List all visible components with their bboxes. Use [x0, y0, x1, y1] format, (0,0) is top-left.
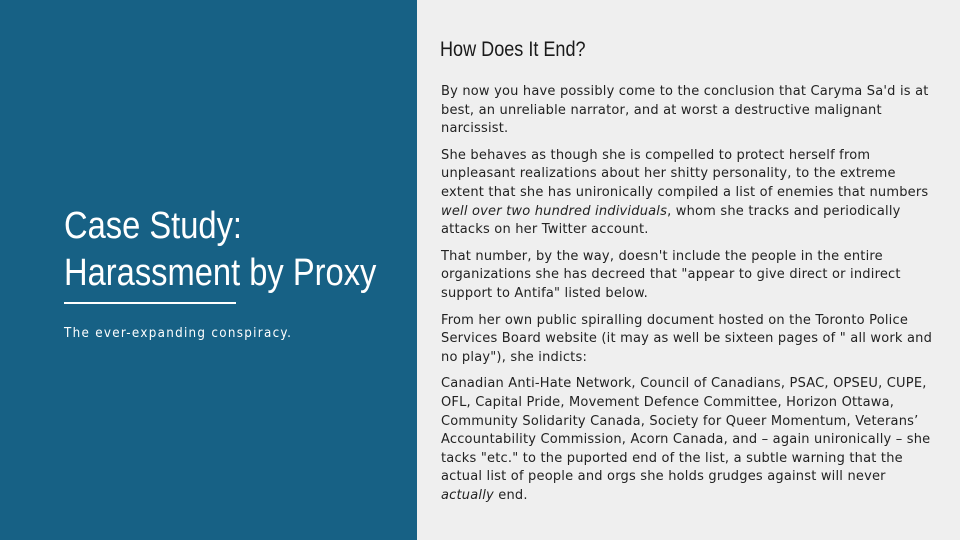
paragraph-5-emphasis: actually	[441, 487, 494, 503]
slide-title	[64, 203, 377, 297]
paragraph-4: From her own public spiralling document hosted on the Toronto Police Services Board website (it may as well be sixteen pages of " all work and no play"), she indicts:	[441, 312, 933, 365]
paragraph-2-text-b: , whom she tracks and periodically attacks on her Twitter account.	[441, 203, 901, 238]
slide-title-line-1: Case Study:	[64, 205, 243, 247]
section-heading: How Does It End?	[440, 38, 586, 61]
paragraph-2	[441, 147, 941, 240]
slide-subtitle: The ever-expanding conspiracy.	[64, 326, 293, 341]
paragraph-5	[441, 375, 941, 505]
paragraph-5-text-a: Canadian Anti-Hate Network, Council of Canadians, PSAC, OPSEU, CUPE, OFL, Capital Pride, Movement Defence Committee, Horizon Ottawa, Community Solidarity Canada, Society for Queer Momentum, Veterans’ Accountability Commission, Acorn Canada, and – again unironically – she tacks "etc." to the puported end of the list, a subtle warning that the actual list of people and orgs she holds grudges against will never	[441, 376, 931, 485]
paragraph-2-emphasis: well over two hundred individuals	[441, 203, 668, 219]
body-text	[441, 83, 941, 513]
paragraph-2-text-a: She behaves as though she is compelled to protect herself from unpleasant realizations about her shitty personality, to the extreme extent that she has unironically compiled a list of enemies that numbers	[441, 147, 929, 200]
slide-title-line-2: Harassment by Proxy	[64, 252, 377, 294]
paragraph-5-text-b: end.	[493, 487, 528, 503]
title-divider	[64, 302, 236, 304]
paragraph-3: That number, by the way, doesn't include the people in the entire organizations she has decreed that "appear to give direct or indirect support to Antifa" listed below.	[441, 248, 901, 301]
paragraph-1: By now you have possibly come to the conclusion that Caryma Sa'd is at best, an unreliable narrator, and at worst a destructive malignant narcissist.	[441, 84, 929, 137]
